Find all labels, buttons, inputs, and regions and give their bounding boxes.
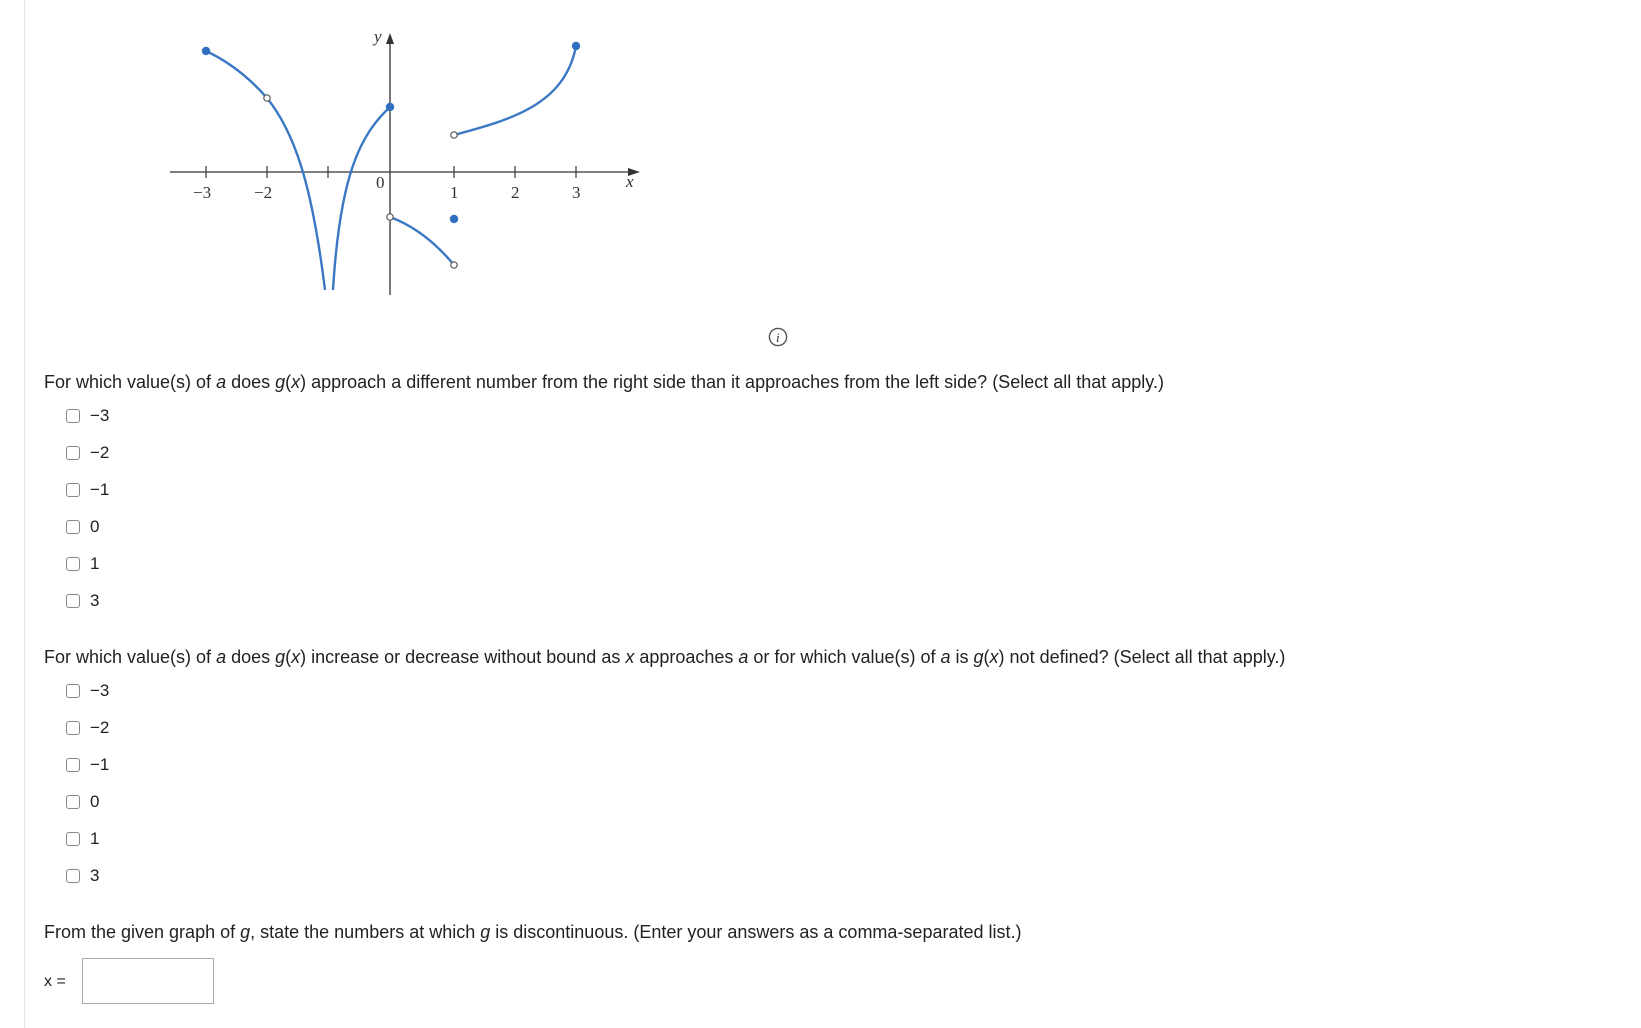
- info-icon[interactable]: [768, 327, 788, 347]
- curve-lower-branch: [390, 217, 454, 265]
- q1-option-0[interactable]: [66, 516, 99, 538]
- option-label: 0: [90, 517, 100, 536]
- q1-option-neg1[interactable]: [66, 479, 109, 501]
- function-graph: [170, 25, 650, 310]
- option-label: 3: [90, 591, 100, 610]
- answer-label: x =: [44, 973, 66, 990]
- x-axis-label: x: [626, 172, 634, 191]
- q2-var-a: a: [738, 647, 749, 667]
- q2-var-a: a: [216, 647, 227, 667]
- checkbox[interactable]: [66, 483, 80, 497]
- option-label: 1: [90, 829, 100, 848]
- q2-option-neg2[interactable]: [66, 717, 109, 739]
- curve-group: [206, 46, 576, 290]
- checkbox[interactable]: [66, 520, 80, 534]
- q1-option-neg3[interactable]: [66, 405, 109, 427]
- q2-var-g: g: [275, 647, 286, 667]
- closed-dot-at-1: [450, 215, 458, 223]
- q1-text-part: does: [226, 372, 276, 392]
- q2-text-part: does: [226, 647, 276, 667]
- open-dot-at-1-lower: [451, 262, 457, 268]
- question-1-text: [44, 372, 1164, 393]
- tick-label-3: 3: [572, 183, 581, 202]
- q3-text-part: is discontinuous. (Enter your answers as a comma-separated list.): [490, 922, 1022, 942]
- closed-dot-at-neg3: [202, 47, 210, 55]
- checkbox[interactable]: [66, 721, 80, 735]
- option-label: −3: [90, 681, 110, 700]
- q1-text-part: (: [285, 372, 292, 392]
- q2-text-part: ) increase or decrease without bound as: [300, 647, 626, 667]
- curve-middle-branch: [333, 107, 390, 290]
- tick-label-neg2: −2: [254, 183, 273, 202]
- tick-label-2: 2: [511, 183, 520, 202]
- q2-text-part: is: [950, 647, 974, 667]
- checkbox[interactable]: [66, 684, 80, 698]
- q3-var-g: g: [480, 922, 491, 942]
- checkbox[interactable]: [66, 409, 80, 423]
- option-label: −2: [90, 718, 110, 737]
- closed-dot-at-0: [386, 103, 394, 111]
- tick-label-neg3: −3: [193, 183, 212, 202]
- q1-option-neg2[interactable]: [66, 442, 109, 464]
- q1-var-g: g: [275, 372, 286, 392]
- option-label: −3: [90, 406, 110, 425]
- q1-text-part: ) approach a different number from the right side than it approaches from the left side? (Select all that apply.): [300, 372, 1164, 392]
- checkbox[interactable]: [66, 758, 80, 772]
- q2-option-1[interactable]: [66, 828, 99, 850]
- q1-option-1[interactable]: [66, 553, 99, 575]
- q2-var-x: x: [625, 647, 635, 667]
- q2-option-0[interactable]: [66, 791, 99, 813]
- open-dot-at-1-upper: [451, 132, 457, 138]
- q2-text-part: or for which value(s) of: [748, 647, 941, 667]
- tick-label-0: 0: [376, 173, 385, 192]
- q3-var-g: g: [240, 922, 251, 942]
- q2-var-x: x: [989, 647, 999, 667]
- open-dot-at-neg2: [264, 95, 270, 101]
- q1-var-a: a: [216, 372, 227, 392]
- option-label: −2: [90, 443, 110, 462]
- question-3-text: [44, 922, 1022, 943]
- checkbox[interactable]: [66, 557, 80, 571]
- svg-text:i: i: [776, 330, 780, 345]
- question-2-text: [44, 647, 1285, 668]
- checkbox[interactable]: [66, 795, 80, 809]
- q2-option-3[interactable]: [66, 865, 99, 887]
- checkbox[interactable]: [66, 446, 80, 460]
- q3-text-part: , state the numbers at which: [250, 922, 481, 942]
- curve-left-branch: [206, 51, 325, 290]
- q1-option-3[interactable]: [66, 590, 99, 612]
- open-dot-at-0: [387, 214, 393, 220]
- checkbox[interactable]: [66, 832, 80, 846]
- q2-text-part: (: [285, 647, 292, 667]
- option-label: −1: [90, 480, 110, 499]
- checkbox[interactable]: [66, 594, 80, 608]
- graph-svg: [170, 25, 650, 310]
- q2-text-part: (: [983, 647, 990, 667]
- q1-var-x: x: [291, 372, 301, 392]
- q2-option-neg3[interactable]: [66, 680, 109, 702]
- option-label: 0: [90, 792, 100, 811]
- q2-text-part: For which value(s) of: [44, 647, 217, 667]
- tick-label-1: 1: [450, 183, 459, 202]
- closed-dot-at-3: [572, 42, 580, 50]
- checkbox[interactable]: [66, 869, 80, 883]
- q2-text-part: approaches: [634, 647, 739, 667]
- q2-option-neg1[interactable]: [66, 754, 109, 776]
- option-label: 1: [90, 554, 100, 573]
- q3-text-part: From the given graph of: [44, 922, 241, 942]
- option-label: 3: [90, 866, 100, 885]
- q2-var-g: g: [973, 647, 984, 667]
- curve-right-branch: [454, 46, 576, 135]
- q2-var-x: x: [291, 647, 301, 667]
- q2-var-a: a: [940, 647, 951, 667]
- option-label: −1: [90, 755, 110, 774]
- q2-text-part: ) not defined? (Select all that apply.): [998, 647, 1286, 667]
- y-axis-arrow: [386, 33, 394, 44]
- left-border: [24, 0, 25, 1028]
- y-axis-label: y: [374, 27, 382, 46]
- discontinuity-answer-input[interactable]: [82, 958, 214, 1004]
- q1-text-part: For which value(s) of: [44, 372, 217, 392]
